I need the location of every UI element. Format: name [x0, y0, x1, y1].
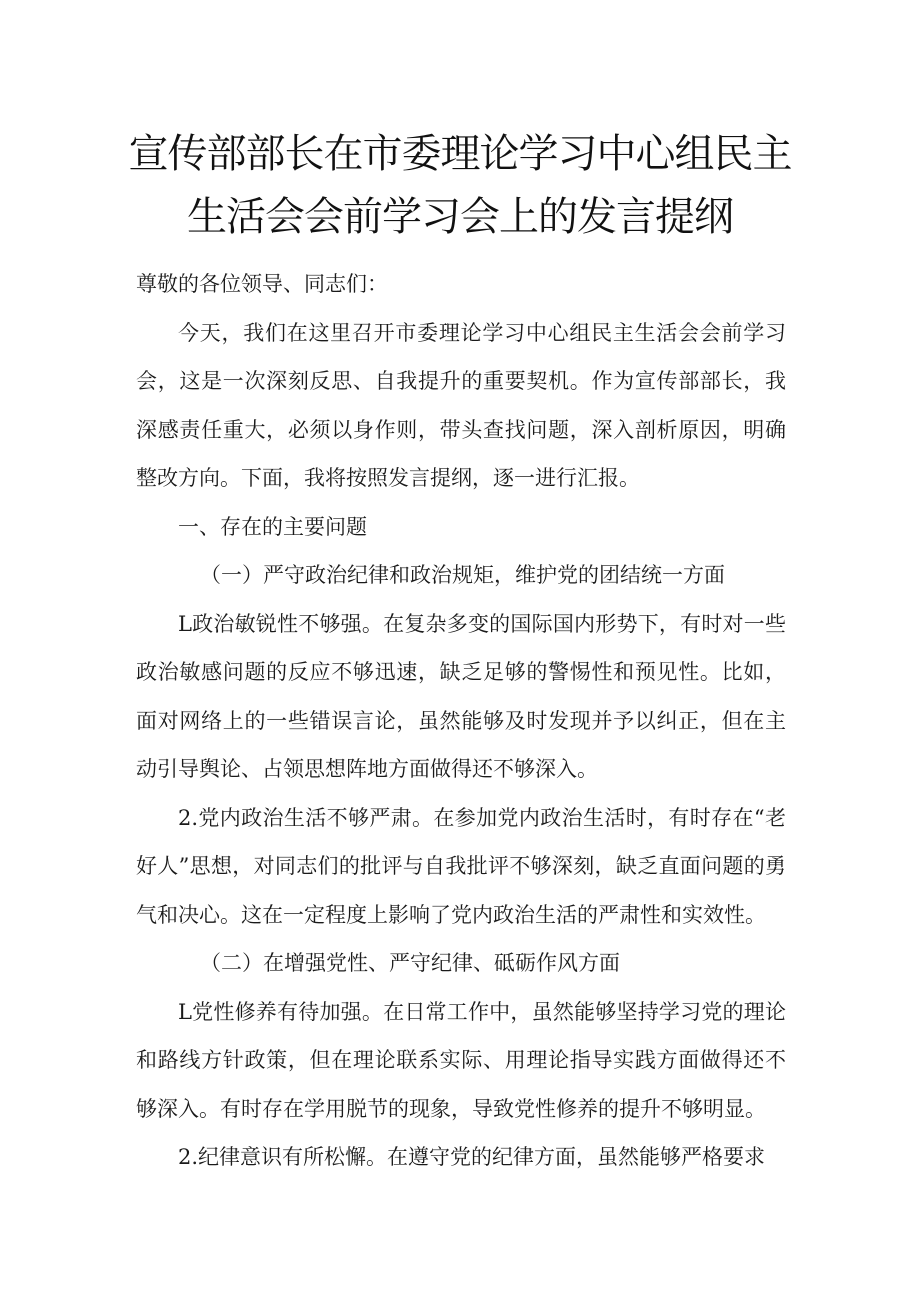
subsection-heading-1: （一）严守政治纪律和政治规矩，维护党的团结统一方面 [200, 563, 725, 587]
paragraph-item-2-2: 2.纪律意识有所松懈。在遵守党的纪律方面，虽然能够严格要求 [178, 1145, 766, 1169]
paragraph-item-1-1: L政治敏锐性不够强。在复杂多变的国际国内形势下，有时对一些政治敏感问题的反应不够迅速，缺乏足够的警惕性和预见性。比如，面对网络上的一些错误言论，虽然能够及时发现并予以纠正，但在主动引导舆论、占领思想阵地方面做得还不够深入。 [136, 611, 786, 781]
document-body [136, 260, 786, 1182]
paragraph-item-2-1: L党性修养有待加强。在日常工作中，虽然能够坚持学习党的理论和路线方针政策，但在理论联系实际、用理论指导实践方面做得还不够深入。有时存在学用脱节的现象，导致党性修养的提升不够明显。 [136, 999, 786, 1121]
subsection-heading-2: （二）在增强党性、严守纪律、砥砺作风方面 [200, 951, 620, 975]
paragraph-item-1-2: 2.党内政治生活不够严肃。在参加党内政治生活时，有时存在“老好人”思想，对同志们的批评与自我批评不够深刻，缺乏直面问题的勇气和决心。这在一定程度上影响了党内政治生活的严肃性和实效性。 [136, 805, 786, 927]
salutation: 尊敬的各位领导、同志们： [136, 272, 388, 296]
section-heading-1: 一、存在的主要问题 [178, 514, 367, 539]
paragraph-intro: 今天，我们在这里召开市委理论学习中心组民主生活会会前学习会，这是一次深刻反思、自我提升的重要契机。作为宣传部部长，我深感责任重大，必须以身作则，带头查找问题，深入剖析原因，明确整改方向。下面，我将按照发言提纲，逐一进行汇报。 [136, 320, 786, 490]
document-title-line-2: 生活会会前学习会上的发言提纲 [187, 194, 733, 240]
document-title-line-1: 宣传部部长在市委理论学习中心组民主 [128, 131, 792, 177]
